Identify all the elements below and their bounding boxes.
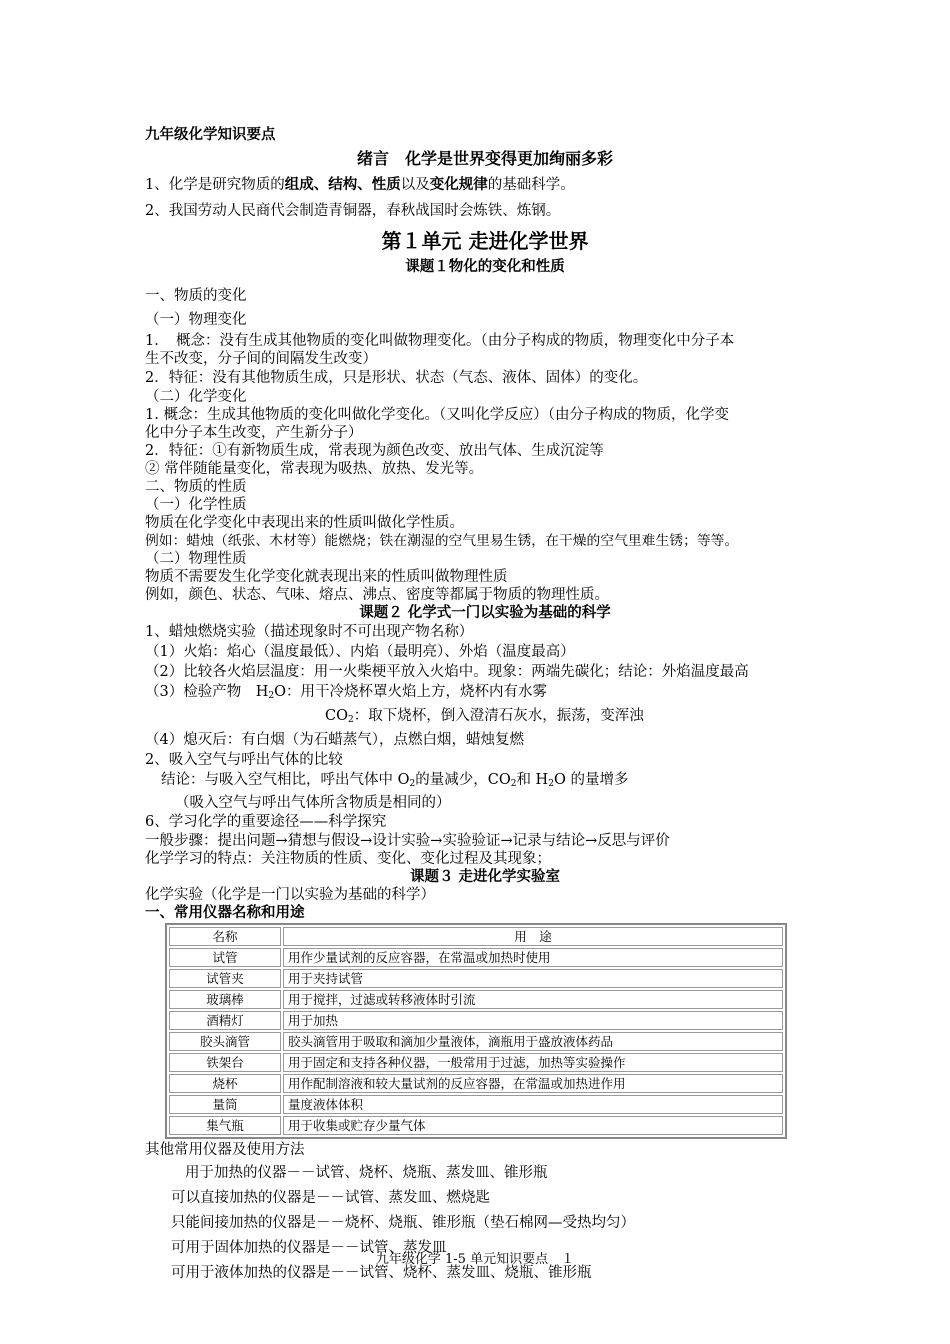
cell-name: 试管: [169, 948, 281, 967]
line: 化中分子本生改变，产生新分子）: [145, 425, 363, 441]
line: 生不改变，分子间的间隔发生改变）: [145, 351, 377, 367]
text: 结论：与吸入空气相比，呼出气体中 O: [161, 772, 410, 788]
subscript: 2: [409, 779, 416, 789]
emphasis-text: 变化规律: [429, 177, 488, 193]
table-header-row: [169, 927, 783, 946]
line: 物质不需要发生化学变化就表现出来的性质叫做物理性质: [145, 569, 508, 585]
intro-heading: 绪言 化学是世界变得更加绚丽多彩: [356, 149, 613, 168]
line: 只能间接加热的仪器是－－烧杯、烧瓶、锥形瓶（垫石棉网—受热均匀）: [171, 1215, 635, 1231]
topic2-heading: 课题２ 化学式一门以实验为基础的科学: [359, 605, 611, 621]
text: 的量减少，CO: [415, 772, 511, 788]
line: 一般步骤：提出问题→猜想与假设→设计实验→实验验证→记录与结论→反思与评价: [145, 833, 670, 849]
cell-usage: 用于加热: [283, 1011, 783, 1030]
line: 用于加热的仪器－－试管、烧杯、烧瓶、蒸发皿、锥形瓶: [185, 1165, 548, 1181]
text: 的基础科学。: [487, 177, 575, 193]
line: 1. 概念：生成其他物质的变化叫做化学变化。（又叫化学反应）（由分子构成的物质，化学变: [145, 407, 729, 423]
cell-name: 烧杯: [169, 1074, 281, 1093]
line: 6、学习化学的重要途径——科学探究: [145, 814, 387, 830]
line: 2．特征：没有其他物质生成，只是形状、状态（气态、液体、固体）的变化。: [145, 370, 648, 386]
page-footer: 九年级化学 1-5 单元知识要点 １: [375, 1252, 575, 1267]
cell-name: 铁架台: [169, 1053, 281, 1072]
line: （一）物理变化: [145, 312, 247, 328]
line: 2．特征：①有新物质生成，常表现为颜色改变、放出气体、生成沉淀等: [145, 443, 604, 459]
line: [145, 770, 825, 794]
column-header-name: 名称: [169, 927, 281, 946]
text: ：取下烧杯，倒入澄清石灰水，振荡，变浑浊: [353, 708, 644, 724]
line: 1、蜡烛燃烧实验（描述现象时不可出现产物名称）: [145, 624, 474, 640]
cell-name: 集气瓶: [169, 1116, 281, 1135]
subscript: 2: [268, 691, 275, 701]
text: （3）检验产物 H: [145, 684, 269, 700]
cell-name: 试管夹: [169, 969, 281, 988]
subscript: 2: [347, 715, 354, 725]
line: （吸入空气与呼出气体所含物质是相同的）: [175, 795, 451, 811]
emphasis-text: 组成、结构、性质: [284, 177, 401, 193]
line: 可以直接加热的仪器是－－试管、蒸发皿、燃烧匙: [171, 1190, 490, 1206]
column-header-usage: 用 途: [283, 927, 783, 946]
subscript: 2: [548, 779, 554, 789]
cell-usage: 用作配制溶液和较大量试剂的反应容器，在常温或加热进作用: [283, 1074, 783, 1093]
line: 化学实验（化学是一门以实验为基础的科学）: [145, 887, 435, 903]
line: （一）化学性质: [145, 497, 247, 513]
text: O：用干冷烧杯罩火焰上方，烧杯内有水雾: [274, 684, 547, 700]
line: 可用于固体加热的仪器是－－试管、蒸发皿: [171, 1240, 447, 1256]
line: [145, 706, 825, 730]
text: 以及: [400, 177, 430, 193]
topic2-content: [145, 622, 825, 868]
cell-usage: 胶头滴管用于吸取和滴加少量液体，滴瓶用于盛放液体药品: [283, 1032, 783, 1051]
line: 可用于液体加热的仪器是－－试管、烧杯、蒸发皿、烧瓶、锥形瓶: [171, 1265, 592, 1281]
table-row: [169, 1053, 783, 1072]
line: [145, 682, 825, 706]
intro-paragraph-2: 2、我国劳动人民商代会制造青铜器，春秋战国时会炼铁、炼钢。: [145, 203, 561, 219]
cell-usage: 用于搅拌，过滤或转移液体时引流: [283, 990, 783, 1009]
cell-usage: 用于夹持试管: [283, 969, 783, 988]
topic1-heading: 课题１物化的变化和性质: [405, 259, 565, 275]
instrument-table: [165, 923, 787, 1139]
table-row: [169, 948, 783, 967]
topic1-content: [145, 284, 825, 604]
section-heading: 一、常用仪器名称和用途: [145, 905, 305, 921]
line: 例如：蜡烛（纸张、木材等）能燃烧；铁在潮湿的空气里易生锈，在干燥的空气里难生锈；等等。: [145, 533, 739, 549]
line: （4）熄灭后：有白烟（为石蜡蒸气），点燃白烟，蜡烛复燃: [145, 732, 524, 748]
text: CO: [325, 708, 348, 724]
text: 1、化学是研究物质的: [145, 177, 285, 193]
text: 和 H: [516, 772, 549, 788]
cell-name: 胶头滴管: [169, 1032, 281, 1051]
unit1-heading: 第１单元 走进化学世界: [381, 229, 589, 253]
cell-usage: 用作少量试剂的反应容器，在常温或加热时使用: [283, 948, 783, 967]
cell-usage: 用于收集或贮存少量气体: [283, 1116, 783, 1135]
line: 一、物质的变化: [145, 288, 247, 304]
table-row: [169, 1074, 783, 1093]
line: 二、物质的性质: [145, 479, 247, 495]
table-row: [169, 990, 783, 1009]
table-row: [169, 1095, 783, 1114]
table-row: [169, 1011, 783, 1030]
line: （二）化学变化: [145, 389, 247, 405]
line: 物质在化学变化中表现出来的性质叫做化学性质。: [145, 515, 464, 531]
line: 其他常用仪器及使用方法: [145, 1142, 305, 1158]
intro-paragraph-1: [145, 172, 825, 198]
line: 2、吸入空气与呼出气体的比较: [145, 752, 343, 768]
doc-title: 九年级化学知识要点: [145, 127, 276, 143]
topic3-heading: 课题３ 走进化学实验室: [409, 869, 561, 885]
line: 化学学习的特点：关注物质的性质、变化、变化过程及其现象；: [145, 851, 551, 867]
line: （2）比较各火焰层温度：用一火柴梗平放入火焰中。现象：两端先碳化；结论：外焰温度最高: [145, 664, 749, 680]
cell-usage: 量度液体体积: [283, 1095, 783, 1114]
line: （二）物理性质: [145, 551, 247, 567]
line: 1． 概念：没有生成其他物质的变化叫做物理变化。（由分子构成的物质，物理变化中分子本: [145, 333, 735, 349]
text: O 的量增多: [553, 772, 629, 788]
table-row: [169, 1032, 783, 1051]
subscript: 2: [510, 779, 517, 789]
cell-name: 酒精灯: [169, 1011, 281, 1030]
line: 例如，颜色、状态、气味、熔点、沸点、密度等都属于物质的物理性质。: [145, 587, 609, 603]
line: ② 常伴随能量变化，常表现为吸热、放热、发光等。: [145, 461, 484, 477]
table-row: [169, 1116, 783, 1135]
cell-name: 玻璃棒: [169, 990, 281, 1009]
table-row: [169, 969, 783, 988]
cell-usage: 用于固定和支持各种仪器，一般常用于过滤，加热等实验操作: [283, 1053, 783, 1072]
cell-name: 量筒: [169, 1095, 281, 1114]
document-body: [145, 126, 825, 1286]
line: （1）火焰：焰心（温度最低）、内焰（最明亮）、外焰（温度最高）: [145, 644, 575, 660]
